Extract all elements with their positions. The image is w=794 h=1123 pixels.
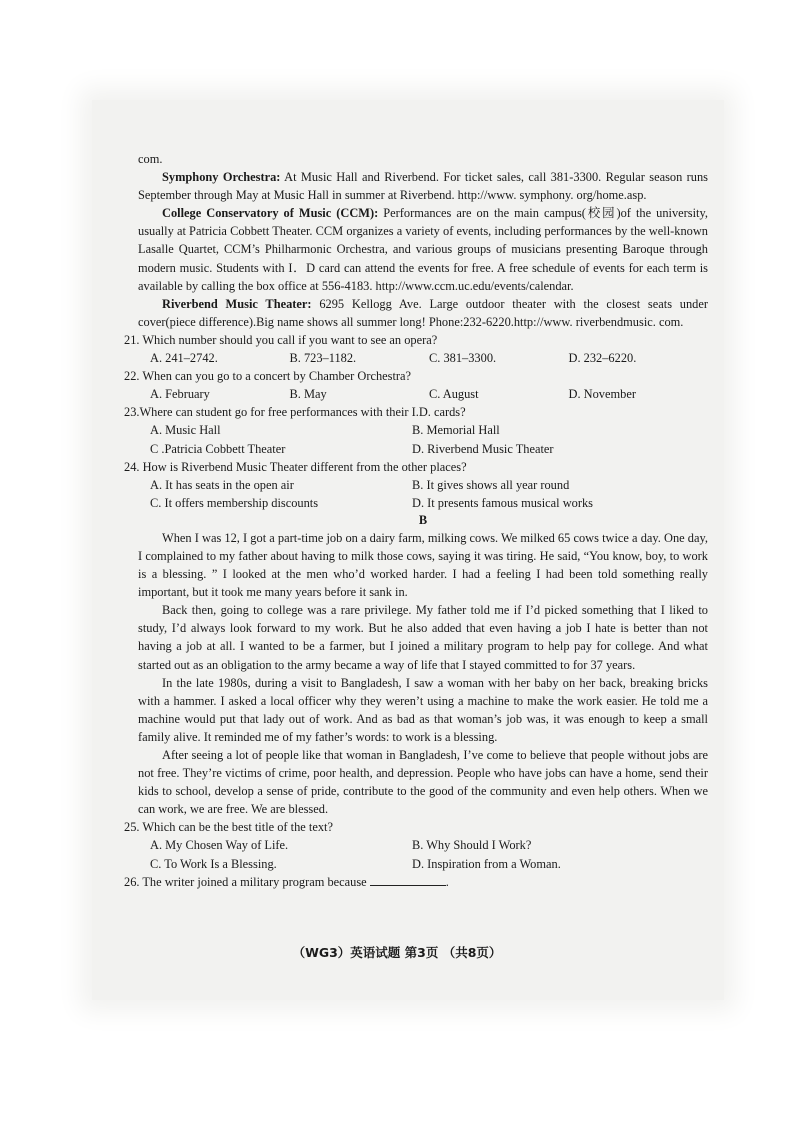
option-d: D. Inspiration from a Woman. <box>412 856 561 871</box>
option-b: B. It gives shows all year round <box>412 477 570 492</box>
passage-paragraph: In the late 1980s, during a visit to Bangladesh, I saw a woman with her baby on her back, breaking bricks with a hammer. I asked a local officer why they weren’t using a machine to make the work easier. He told me a machine would put that lady out of work. And as bad as that woman’s job was, it was enough to keep a small family alive. It reminded me of my father’s words: to work is a blessing. <box>138 675 708 744</box>
passage-paragraph: Back then, going to college was a rare privilege. My father told me if I’d picked something that I liked to study, I’d always look forward to my work. But he also added that even having a job I hate is better than not having a job at all. I wanted to be a farmer, but I joined a military program to help pay for college. And what started out as an obligation to the army became a way of life that I stayed committed to for 37 years. <box>138 603 708 672</box>
riverbend-text: 6295 Kellogg Ave. Large outdoor theater with the closest seats under cover(piece difference).Big name shows all summer long! Phone:232-6220.http://www. riverbendmusic. com. <box>138 296 709 329</box>
option-a: A. My Chosen Way of Life. <box>150 838 289 853</box>
page-footer: （WG3）英语试题 第3页 （共8页） <box>292 945 502 960</box>
ccm-entry <box>138 204 708 294</box>
question-26-stem: 26. The writer joined a military program because <box>124 874 367 889</box>
riverbend-name: Riverbend Music Theater: <box>162 296 312 311</box>
question-26-tail: . <box>445 874 449 889</box>
option-a: A. Music Hall <box>150 423 221 438</box>
option-b: B. Memorial Hall <box>412 423 500 438</box>
option-c: C. 381–3300. <box>429 351 497 366</box>
question-22-options <box>150 385 708 403</box>
option-a: A. It has seats in the open air <box>150 477 294 492</box>
question-23-options-row1 <box>150 421 708 439</box>
symphony-orchestra-text: At Music Hall and Riverbend. For ticket sales, call 381-3300. Regular season runs September through May at Music Hall in summer at Riverbend. http://www. symphony. org/home.asp. <box>138 170 708 203</box>
option-d: D. 232–6220. <box>568 351 637 366</box>
symphony-orchestra-entry <box>138 168 708 204</box>
riverbend-entry <box>138 295 708 331</box>
passage-paragraph: After seeing a lot of people like that woman in Bangladesh, I’ve come to believe that people without jobs are not free. They’re victims of crime, poor health, and depression. People who have jobs can have a home, send their kids to school, develop a sense of pride, contribute to the good of the community and even help others. When we can work, we are free. We are blessed. <box>138 748 708 817</box>
question-23: 23.Where can student go for free performances with their I.D. cards? <box>124 405 466 420</box>
option-d: D. November <box>568 387 636 402</box>
option-a: A. 241–2742. <box>150 351 218 366</box>
part-a-url-tail: com. <box>138 152 163 166</box>
question-24-options-row1 <box>150 476 708 494</box>
ccm-text: Performances are on the main campus(校园)of the university, usually at Patricia Cobbett Theater. CCM organizes a variety of events, including performances by the well-known Lasalle Quartet, CCM’s Philharmonic Orchestra, and various groups of musicians presenting Baroque through modern music. Students with I．D card can attend the events for free. A free schedule of events for each term is available by calling the box office at 556-4183. http://www.ccm.uc.edu/events/calendar. <box>138 206 708 293</box>
question-22: 22. When can you go to a concert by Chamber Orchestra? <box>124 369 412 384</box>
option-c: C. It offers membership discounts <box>150 495 319 510</box>
option-c: C. To Work Is a Blessing. <box>150 856 277 871</box>
question-26 <box>124 873 708 891</box>
option-d: D. It presents famous musical works <box>412 495 594 510</box>
option-c: C. August <box>429 387 479 402</box>
question-25: 25. Which can be the best title of the text? <box>124 820 333 835</box>
option-d: D. Riverbend Music Theater <box>412 441 554 456</box>
answer-blank <box>370 873 446 886</box>
option-b: B. 723–1182. <box>289 351 357 366</box>
symphony-orchestra-name: Symphony Orchestra: <box>162 170 281 185</box>
option-a: A. February <box>150 387 210 402</box>
option-b: B. May <box>289 387 327 402</box>
question-23-options-row2 <box>150 440 708 458</box>
question-24: 24. How is Riverbend Music Theater different from the other places? <box>124 459 467 474</box>
option-c: C .Patricia Cobbett Theater <box>150 441 286 456</box>
passage-paragraph: When I was 12, I got a part-time job on a dairy farm, milking cows. We milked 65 cows twice a day. One day, I complained to my father about having to milk those cows, saying it was tiring. He said, “You know, boy, to work is a blessing. ” I looked at the men who’d worked harder. I had a feeling I had been told something really important, but it took me many years before it sank in. <box>138 530 708 600</box>
question-24-options-row2 <box>150 494 708 512</box>
option-b: B. Why Should I Work? <box>412 838 532 853</box>
page-content <box>124 150 709 891</box>
question-21: 21. Which number should you call if you want to see an opera? <box>124 332 438 347</box>
question-25-options-row2 <box>150 855 708 873</box>
ccm-name: College Conservatory of Music (CCM): <box>162 206 379 221</box>
question-21-options <box>150 349 708 367</box>
question-25-options-row1 <box>150 836 708 854</box>
section-b-heading: B <box>418 512 428 527</box>
